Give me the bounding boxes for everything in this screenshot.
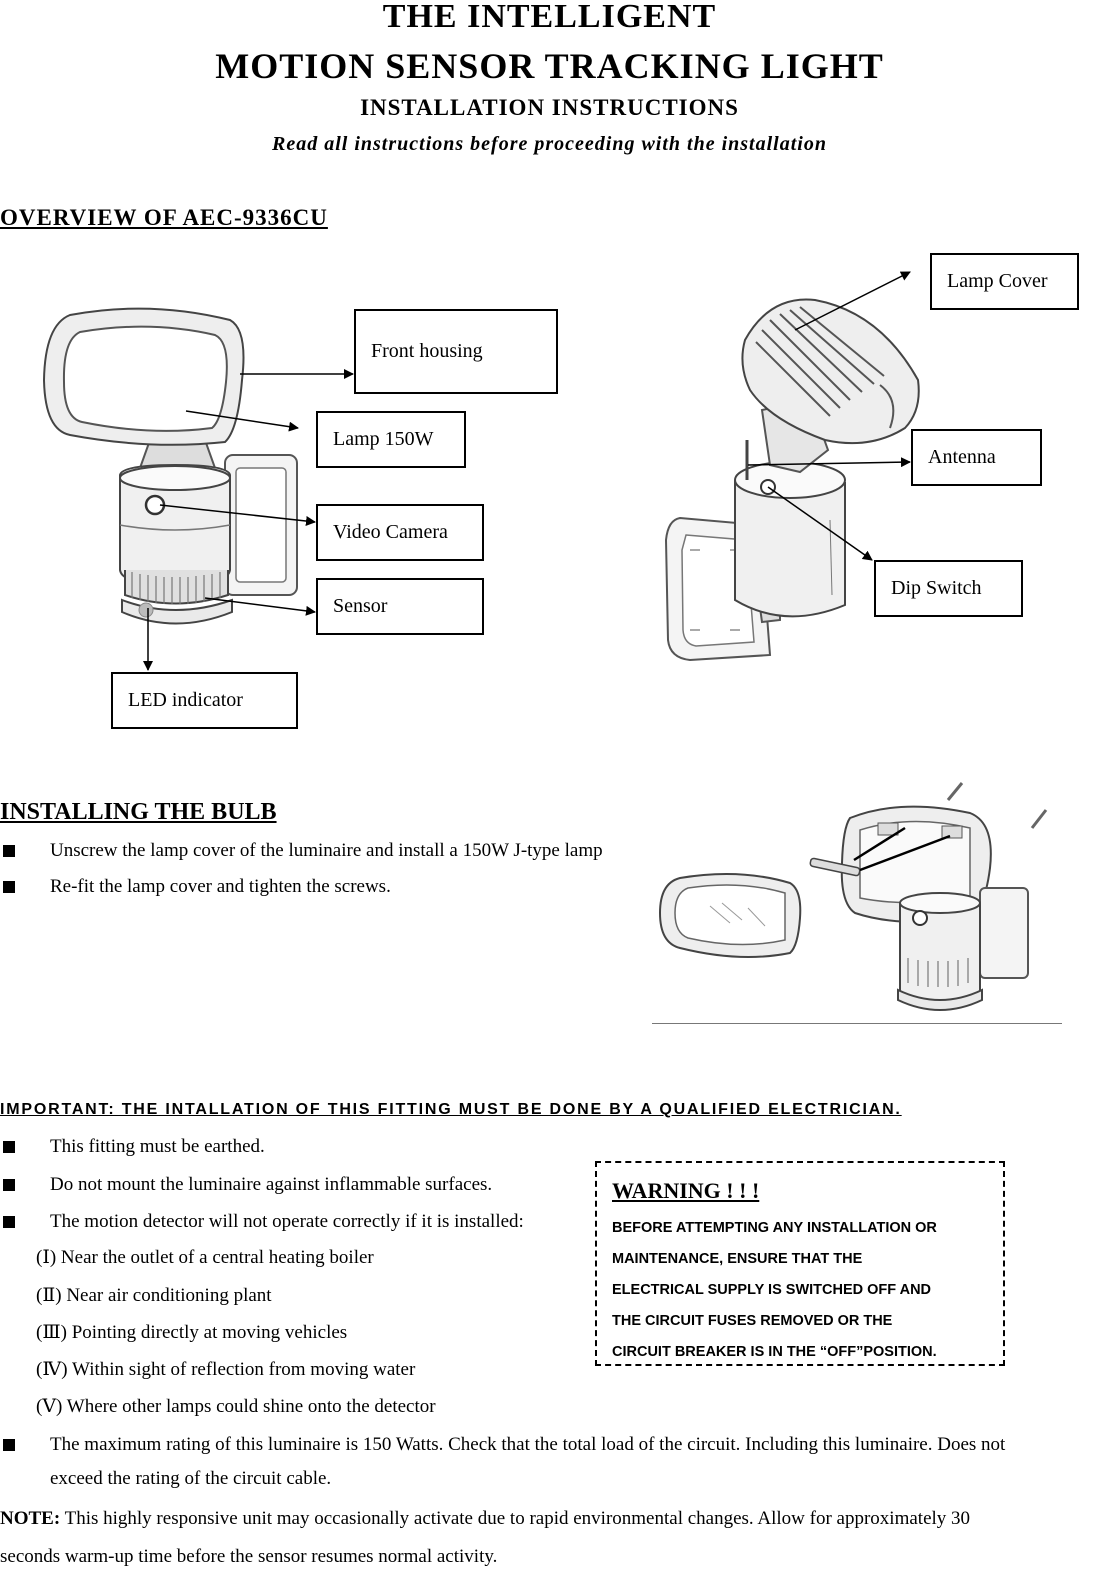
bulb-installation-illustration	[650, 778, 1070, 1033]
divider	[652, 1023, 1062, 1024]
condition-item: (Ⅴ) Where other lamps could shine onto the detector	[36, 1396, 436, 1417]
condition-item: (Ⅱ) Near air conditioning plant	[36, 1285, 272, 1306]
bullet-icon	[3, 1216, 15, 1228]
warning-title: WARNING ! ! !	[612, 1178, 760, 1203]
note: NOTE: This highly responsive unit may occasionally activate due to rapid environmental changes. Allow for approximately 30	[0, 1508, 971, 1529]
label-lamp: Lamp 150W	[316, 411, 466, 468]
title-line-2: MOTION SENSOR TRACKING LIGHT	[215, 46, 884, 86]
title-line-1: THE INTELLIGENT	[382, 0, 717, 35]
bullet-icon	[3, 1439, 15, 1451]
important-heading: IMPORTANT: THE INTALLATION OF THIS FITTING MUST BE DONE BY A QUALIFIED ELECTRICIAN.	[0, 1101, 902, 1118]
condition-item: (Ⅰ) Near the outlet of a central heating boiler	[36, 1247, 374, 1268]
label-sensor: Sensor	[316, 578, 484, 635]
label-led-indicator: LED indicator	[111, 672, 298, 729]
bulb-heading: INSTALLING THE BULB	[0, 799, 277, 825]
note-label: NOTE:	[0, 1508, 61, 1529]
bullet-icon	[3, 1179, 15, 1191]
label-dip-switch: Dip Switch	[874, 560, 1023, 617]
label-video-camera: Video Camera	[316, 504, 484, 561]
label-antenna: Antenna	[911, 429, 1042, 486]
bullet-icon	[3, 1141, 15, 1153]
overview-heading: OVERVIEW OF AEC-9336CU	[0, 205, 328, 230]
max-rating-continuation: exceed the rating of the circuit cable.	[50, 1468, 332, 1489]
label-front-housing: Front housing	[354, 309, 558, 394]
note-continuation: seconds warm-up time before the sensor resumes normal activity.	[0, 1546, 498, 1567]
tagline: Read all instructions before proceeding with the installation	[272, 133, 827, 155]
warning-box	[595, 1161, 1005, 1366]
bullet-icon	[3, 881, 15, 893]
bullet-icon	[3, 845, 15, 857]
subtitle: INSTALLATION INSTRUCTIONS	[360, 95, 739, 120]
condition-item: (Ⅳ) Within sight of reflection from moving water	[36, 1359, 416, 1380]
condition-item: (Ⅲ) Pointing directly at moving vehicles	[36, 1322, 348, 1343]
warning-text: BEFORE ATTEMPTING ANY INSTALLATION OR MAINTENANCE, ENSURE THAT THE ELECTRICAL SUPPLY IS SWITCHED OFF AND THE CIRCUIT FUSES REMOVED OR THE CIRCUIT BREAKER IS IN THE “OFF”POSITION.	[612, 1220, 937, 1360]
label-lamp-cover: Lamp Cover	[930, 253, 1079, 310]
